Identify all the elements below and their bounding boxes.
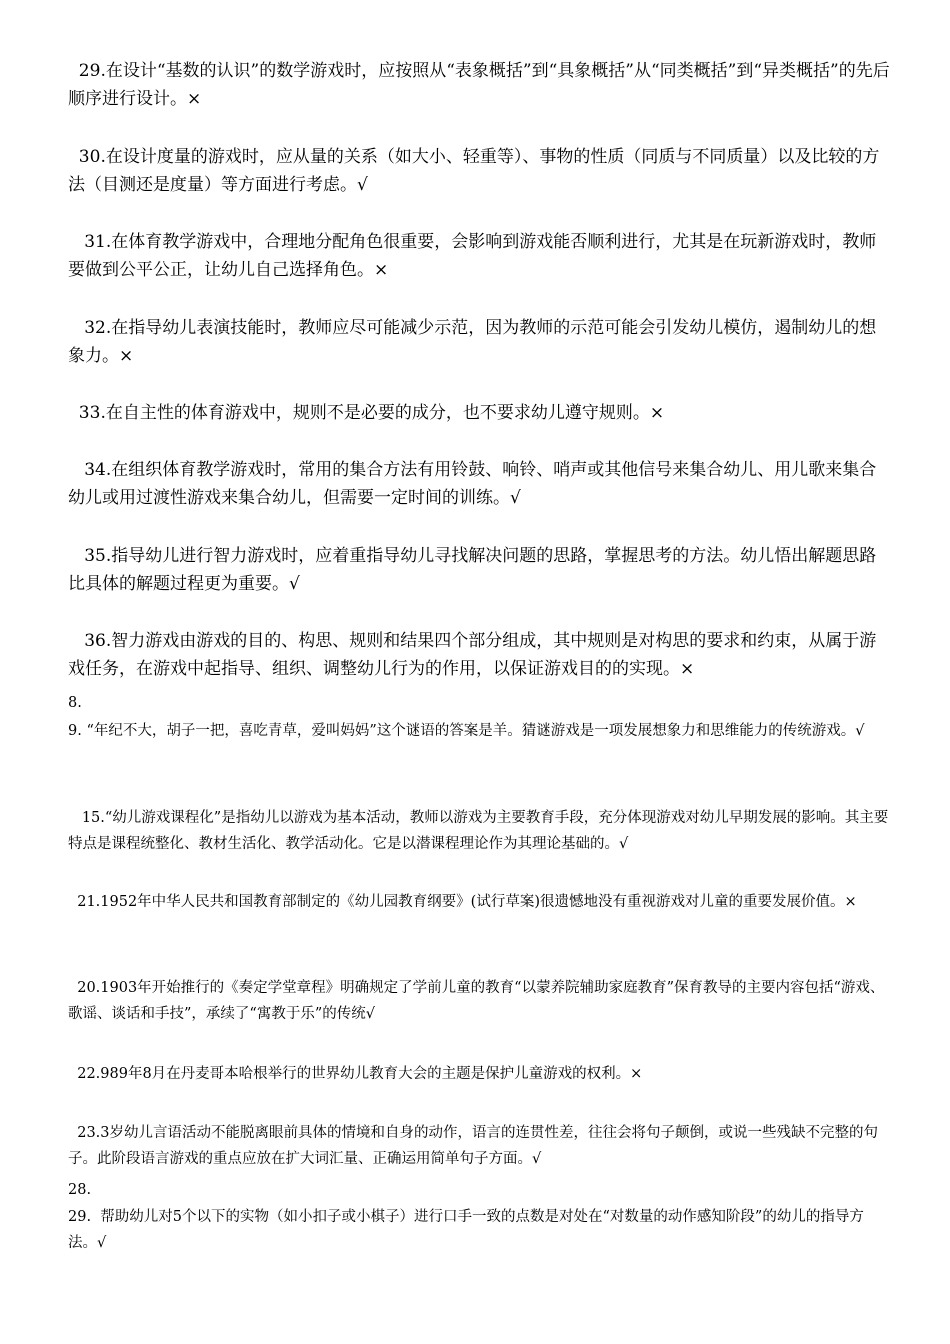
question-33: 33.在自主性的体育游戏中，规则不是必要的成分，也不要求幼儿遵守规则。× bbox=[68, 403, 665, 423]
question-9: 9. “年纪不大，胡子一把，喜吃青草，爱叫妈妈”这个谜语的答案是羊。猜谜游戏是一项发展想象力和思维能力的传统游戏。√ bbox=[68, 723, 865, 739]
question-21: 21.1952年中华人民共和国教育部制定的《幼儿园教育纲要》(试行草案)很遗憾地没有重视游戏对儿童的重要发展价值。× bbox=[68, 894, 857, 910]
question-29: 29.在设计“基数的认识”的数学游戏时，应按照从“表象概括”到“具象概括”从“同类概括”到“异类概括”的先后顺序进行设计。× bbox=[68, 61, 890, 109]
question-20: 20.1903年开始推行的《奏定学堂章程》明确规定了学前儿童的教育“以蒙养院辅助家庭教育”保育教导的主要内容包括“游戏、歌谣、谈话和手技”，承续了“寓教于乐”的传统√ bbox=[68, 980, 885, 1022]
question-32: 32.在指导幼儿表演技能时，教师应尽可能减少示范，因为教师的示范可能会引发幼儿模仿，遏制幼儿的想象力。× bbox=[68, 318, 877, 366]
question-23: 23.3岁幼儿言语活动不能脱离眼前具体的情境和自身的动作，语言的连贯性差，往往会将句子颠倒，或说一些残缺不完整的句子。此阶段语言游戏的重点应放在扩大词汇量、正确运用简单句子方面。√ bbox=[68, 1125, 878, 1167]
question-31: 31.在体育教学游戏中，合理地分配角色很重要，会影响到游戏能否顺利进行，尤其是在玩新游戏时，教师要做到公平公正，让幼儿自己选择角色。× bbox=[68, 232, 877, 280]
question-35: 35.指导幼儿进行智力游戏时，应着重指导幼儿寻找解决问题的思路，掌握思考的方法。幼儿悟出解题思路比具体的解题过程更为重要。√ bbox=[68, 546, 877, 594]
question-34: 34.在组织体育教学游戏时，常用的集合方法有用铃鼓、响铃、哨声或其他信号来集合幼儿、用儿歌来集合幼儿或用过渡性游戏来集合幼儿，但需要一定时间的训练。√ bbox=[68, 460, 877, 508]
question-30: 30.在设计度量的游戏时，应从量的关系（如大小、轻重等）、事物的性质（同质与不同质量）以及比较的方法（目测还是度量）等方面进行考虑。√ bbox=[68, 147, 880, 195]
item-number-28: 28. bbox=[68, 1182, 92, 1198]
question-29b: 29. 帮助幼儿对5个以下的实物（如小扣子或小棋子）进行口手一致的点数是对处在“对数量的动作感知阶段”的幼儿的指导方法。√ bbox=[68, 1209, 864, 1251]
question-36: 36.智力游戏由游戏的目的、构思、规则和结果四个部分组成，其中规则是对构思的要求和约束，从属于游戏任务，在游戏中起指导、组织、调整幼儿行为的作用，以保证游戏目的的实现。× bbox=[68, 631, 877, 679]
question-22: 22.989年8月在丹麦哥本哈根举行的世界幼儿教育大会的主题是保护儿童游戏的权利。× bbox=[68, 1066, 643, 1082]
question-15: 15.“幼儿游戏课程化”是指幼儿以游戏为基本活动，教师以游戏为主要教育手段，充分体现游戏对幼儿早期发展的影响。其主要特点是课程统整化、教材生活化、教学活动化。它是以潜课程理论作为其理论基础的。√ bbox=[68, 810, 889, 852]
item-number-8: 8. bbox=[68, 695, 82, 711]
